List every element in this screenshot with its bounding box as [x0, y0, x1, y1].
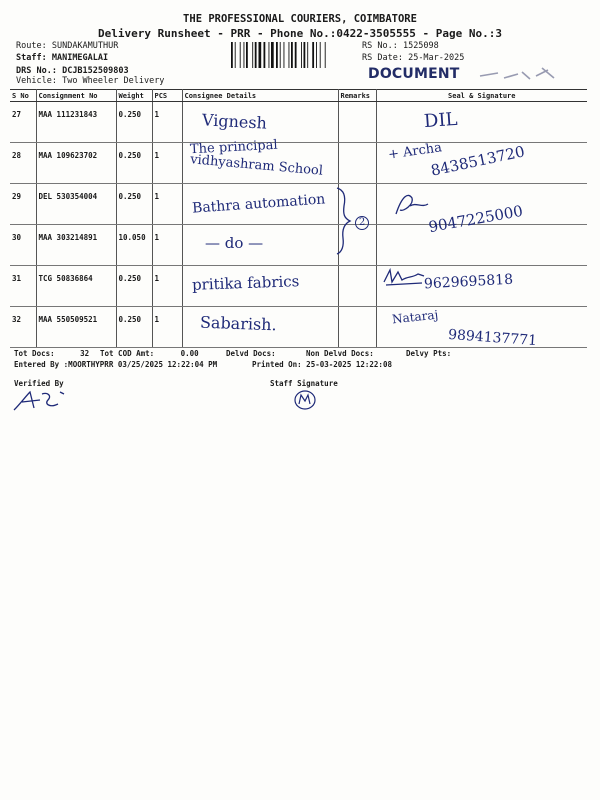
table-row: [10, 225, 587, 266]
handwritten-seal: 8438513720: [429, 142, 527, 180]
cell-sno: 32: [10, 307, 36, 348]
delvy-pts-label: Delvy Pts:: [406, 349, 452, 358]
handwritten-seal: + Archa: [387, 140, 443, 163]
handwritten-consignee: pritika fabrics: [191, 272, 300, 294]
col-remarks: Remarks: [338, 90, 376, 102]
tot-docs-value: 32: [80, 349, 90, 358]
vehicle-value: Two Wheeler Delivery: [62, 76, 165, 86]
cell-weight: 0.250: [116, 307, 152, 348]
cell-sno: 29: [10, 184, 36, 225]
document-stamp: DOCUMENT: [368, 66, 460, 82]
cell-consignment: MAA 109623702: [36, 143, 116, 184]
cell-consignment: MAA 303214891: [36, 225, 116, 266]
rs-no-row: [362, 41, 439, 51]
rs-no-label: RS No.:: [362, 41, 398, 51]
handwritten-consignee: Vignesh: [201, 110, 268, 133]
handwritten-seal: 9629695818: [423, 271, 514, 293]
vehicle-label: Vehicle:: [16, 76, 57, 86]
vehicle-row: [16, 76, 164, 86]
route-value: SUNDAKAMUTHUR: [51, 41, 119, 51]
handwritten-seal: 9894137771: [447, 326, 538, 350]
cell-pcs: 1: [152, 102, 182, 143]
handwritten-seal: 9047225000: [427, 201, 525, 237]
cell-consignment: TCG 50836864: [36, 266, 116, 307]
stamp-smudge: [478, 64, 558, 84]
handwritten-consignee: — do —: [205, 234, 264, 252]
barcode-icon: [230, 42, 352, 68]
drs-label: DRS No.:: [16, 66, 57, 76]
cell-remarks: [338, 307, 376, 348]
handwritten-consignee: Bathra automation: [191, 191, 326, 217]
cell-weight: 0.250: [116, 184, 152, 225]
col-consignment: Consignment No: [36, 90, 116, 102]
entered-by: Entered By :MOORTHYPRR 03/25/2025 12:22:04 PM: [14, 360, 218, 369]
staff-label: Staff:: [16, 53, 47, 63]
verified-by-label: Verified By: [14, 379, 64, 388]
cell-consignment: MAA 111231843: [36, 102, 116, 143]
non-delvd-docs-label: Non Delvd Docs:: [306, 349, 374, 358]
printed-on: Printed On: 25-03-2025 12:22:08: [252, 360, 392, 369]
col-seal-signature: Seal & Signature: [376, 90, 587, 102]
cell-pcs: 1: [152, 184, 182, 225]
rs-date-value: 25-Mar-2025: [408, 53, 465, 63]
table-header-row: [10, 90, 587, 102]
staff-value: MANIMEGALAI: [51, 53, 109, 63]
cell-sno: 30: [10, 225, 36, 266]
handwritten-consignee: vidhyashram School: [189, 152, 324, 179]
totals-row: [14, 349, 89, 358]
remark-circle: 2: [355, 216, 369, 230]
cell-pcs: 1: [152, 266, 182, 307]
col-consignee: Consignee Details: [182, 90, 338, 102]
rs-date-row: [362, 53, 464, 63]
cell-sno: 28: [10, 143, 36, 184]
tot-docs-label: Tot Docs:: [14, 349, 55, 358]
cell-remarks: [338, 266, 376, 307]
cell-consignment: DEL 530354004: [36, 184, 116, 225]
rs-date-label: RS Date:: [362, 53, 403, 63]
staff-signature-label: Staff Signature: [270, 379, 338, 388]
col-sno: S No: [10, 90, 36, 102]
runsheet-title: Delivery Runsheet - PRR - Phone No.:0422-3505555 - Page No.:3: [98, 27, 502, 40]
delvd-docs-label: Delvd Docs:: [226, 349, 276, 358]
drs-value: DCJB152509803: [62, 66, 129, 76]
cell-pcs: 1: [152, 143, 182, 184]
company-title: THE PROFESSIONAL COURIERS, COIMBATORE: [183, 13, 417, 25]
cell-remarks: [338, 102, 376, 143]
handwritten-signature: [392, 190, 432, 220]
handwritten-consignee: Sabarish.: [199, 312, 277, 335]
cell-sno: 27: [10, 102, 36, 143]
drs-row: [16, 66, 129, 76]
col-weight: Weight: [116, 90, 152, 102]
col-pcs: PCS: [152, 90, 182, 102]
staff-signature-mark: [292, 388, 318, 412]
route-label: Route:: [16, 41, 47, 51]
cell-weight: 0.250: [116, 266, 152, 307]
cell-seal: [376, 102, 587, 143]
handwritten-consignee: The principal: [189, 137, 278, 158]
brace-mark: [334, 186, 354, 256]
cell-pcs: 1: [152, 225, 182, 266]
cell-pcs: 1: [152, 307, 182, 348]
cell-sno: 31: [10, 266, 36, 307]
staff-row: [16, 53, 108, 63]
rs-no-value: 1525098: [402, 41, 439, 51]
handwritten-signature: [382, 266, 426, 288]
tot-cod-value: 0.00: [180, 349, 199, 358]
tot-cod-label: Tot COD Amt:: [100, 349, 155, 358]
verifier-signature: [12, 388, 74, 414]
cell-consignment: MAA 550509521: [36, 307, 116, 348]
handwritten-seal: Nataraj: [391, 307, 439, 327]
table-row: [10, 102, 587, 143]
cell-weight: 0.250: [116, 102, 152, 143]
cell-weight: 0.250: [116, 143, 152, 184]
handwritten-seal: DIL: [423, 108, 459, 133]
route-row: [16, 41, 118, 51]
cell-seal: [376, 225, 587, 266]
tot-cod: [100, 349, 199, 358]
cell-weight: 10.050: [116, 225, 152, 266]
cell-remarks: [338, 143, 376, 184]
